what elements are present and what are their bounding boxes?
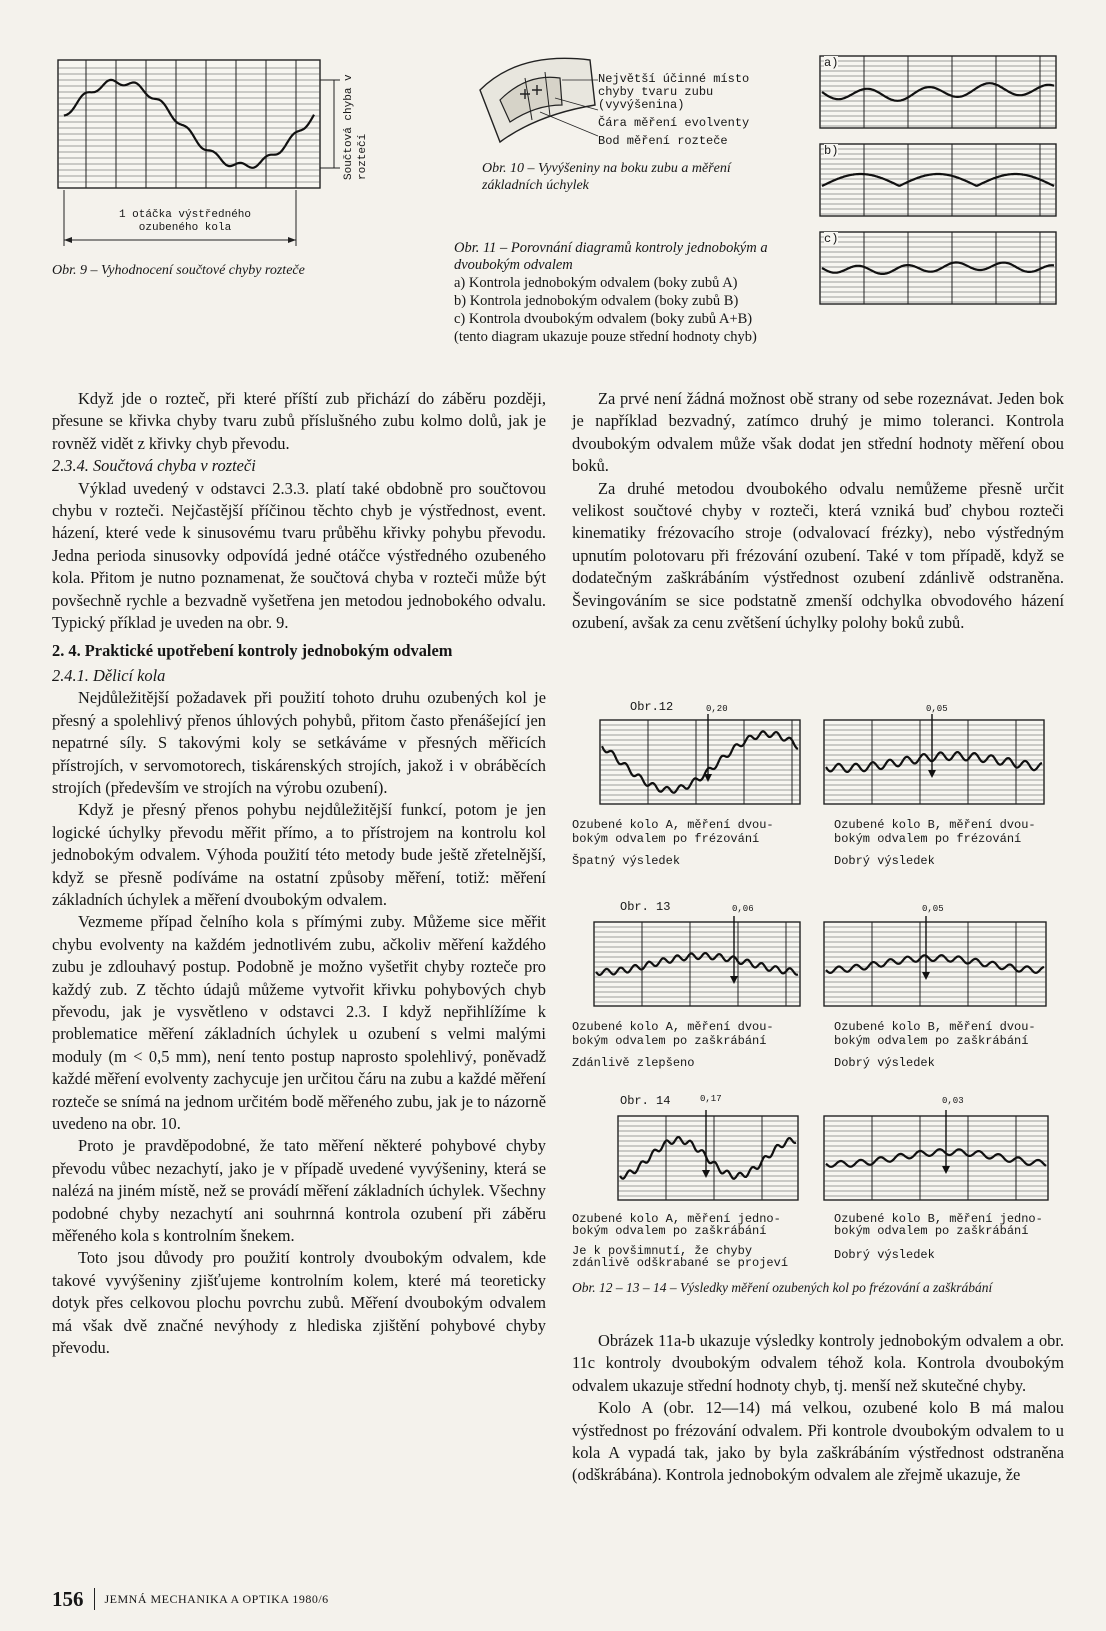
left-paragraph-1: Když jde o rozteč, při které příští zub přichází do záběru později, přesune se křivka chyby tvaru zubů příslušného zubu kolmo dolů, jak je rovněž vidět z křivky chyb převodu. — [52, 389, 546, 453]
fig13-text-a2: bokým odvalem po zaškrábání — [572, 1034, 767, 1048]
fig14-text-a1: Ozubené kolo A, měření jedno- — [572, 1212, 781, 1226]
fig11-caption-title: Obr. 11 – Porovnání diagramů kontroly jednobokým a dvoubokým odvalem — [454, 240, 768, 273]
right-column-bottom — [572, 1330, 1064, 1487]
fig9-bracket-label-2: ozubeného kola — [138, 222, 232, 234]
right-paragraph-4: Kolo A (obr. 12—14) má velkou, ozubené kolo B má malou výstřednost po frézování odvalem. Při kontrole dvoubokým odvalem to u kola A vypadá tak, jako by byla zaškrábáním výstřednost odstraněna (odškrábána). Kontrola jednobokým odvalem ale zřejmě ukazuje, že — [572, 1398, 1064, 1485]
fig13-grid-a — [594, 922, 800, 1006]
right-column-top — [572, 388, 1064, 634]
fig14-text-b3: Dobrý výsledek — [834, 1248, 935, 1262]
journal-name: JEMNÁ MECHANIKA A OPTIKA 1980/6 — [104, 1591, 329, 1606]
left-column — [52, 388, 546, 1359]
fig14-text-b1: Ozubené kolo B, měření jedno- — [834, 1212, 1043, 1226]
left-paragraph-6: Proto je pravděpodobné, že tato měření některé pohybové chyby převodu vůbec nezachytí, jako je v případě uvedené vyvýšeniny, která se nalézá na jiném místě, než se provádí měření základních úchylek. Všechny podobné chyby nezachytí ani souhrnná kontrola ozubení při záběru měřeného kola s kontrolním šnekem. — [52, 1136, 546, 1246]
fig12-label: Obr.12 — [630, 700, 674, 714]
fig11-panel-a: a) — [824, 56, 839, 70]
fig14-text-a3: Je k povšimnutí, že chyby — [572, 1244, 753, 1258]
right-paragraph-2: Za druhé metodou dvoubokého odvalu nemůžeme přesně určit velikost součtové chyby v rozteči, která vzniká buď chybou rozteči kinematiky frézovacího stroje (odvalovací frézky), nebo výstředným upnutím polotovaru při frézování ozubení. Také v tom případě, když se dodatečným zaškrábáním výstřednost ozubení zdánlivě odstraněna. Ševingováním se sice podstatně zmenší odchylka obvodového házení ozubení, avšak za cenu zvětšení úchylky polohy boků zubů. — [572, 478, 1064, 633]
fig9-side-label: Součtová chyba v roztečí — [343, 74, 369, 180]
fig10-label-2: chyby tvaru zubu — [598, 85, 714, 99]
fig12-text-b2: bokým odvalem po frézování — [834, 832, 1022, 846]
fig11-panel-b: b) — [824, 144, 839, 158]
footer-divider — [94, 1588, 95, 1610]
page-number: 156 — [52, 1586, 84, 1611]
fig12-value-a: 0,20 — [706, 704, 728, 714]
figure-10 — [470, 50, 800, 230]
fig13-text-b1: Ozubené kolo B, měření dvou- — [834, 1020, 1036, 1034]
page-footer — [52, 1584, 329, 1614]
fig12-text-a2: bokým odvalem po frézování — [572, 832, 760, 846]
fig11-caption-d: (tento diagram ukazuje pouze střední hodnoty chyb) — [454, 329, 757, 345]
fig12-text-a1: Ozubené kolo A, měření dvou- — [572, 818, 774, 832]
fig12-text-b1: Ozubené kolo B, měření dvou- — [834, 818, 1036, 832]
figure-11-diagrams — [818, 50, 1058, 310]
fig12-text-a3: Špatný výsledek — [572, 854, 681, 868]
heading-2-3-4: 2.3.4. Součtová chyba v rozteči — [52, 456, 256, 476]
fig11-caption — [454, 240, 854, 346]
fig12-grid-a — [600, 720, 800, 804]
fig13-text-a1: Ozubené kolo A, měření dvou- — [572, 1020, 774, 1034]
fig11-caption-a: a) Kontrola jednobokým odvalem (boky zubů A) — [454, 275, 738, 291]
fig10-label-5: Bod měření rozteče — [598, 134, 728, 148]
fig10-label-3: (vyvýšenina) — [598, 98, 685, 112]
heading-2-4: 2. 4. Praktické upotřebení kontroly jednobokým odvalem — [52, 641, 453, 661]
fig14-text-b2: bokým odvalem po zaškrábání — [834, 1224, 1029, 1238]
fig13-text-b3: Dobrý výsledek — [834, 1056, 935, 1070]
fig10-label-1: Největší účinné místo — [598, 72, 750, 86]
fig12-value-b: 0,05 — [926, 704, 948, 714]
fig13-value-b: 0,05 — [922, 904, 944, 914]
fig10-caption: Obr. 10 – Vyvýšeniny na boku zubu a měření základních úchylek — [482, 161, 731, 193]
figure-9 — [50, 50, 380, 300]
fig14-text-a2: bokým odvalem po zaškrábání — [572, 1224, 767, 1238]
fig13-label: Obr. 13 — [620, 900, 671, 914]
figure-11-graphic — [818, 50, 1058, 310]
heading-2-4-1: 2.4.1. Dělicí kola — [52, 665, 166, 685]
left-paragraph-7: Toto jsou důvody pro použití kontroly dvoubokým odvalem, kde takové vyvýšeniny zjišťujeme kontrolním kolem, které má teoreticky dotyk přes celkovou plochu povrchu zubů. Měření dvoubokým odvalem má však dvě značné nevýhody z hlediska zjištění pohybové chyby převodu. — [52, 1248, 546, 1358]
fig13-value-a: 0,06 — [732, 904, 754, 914]
fig12-text-b3: Dobrý výsledek — [834, 854, 935, 868]
left-paragraph-4: Když je přesný přenos pohybu nejdůležitější funkcí, potom je jen logické úchylky převodu měřit přímo, a to přístrojem na kontrolu kol jednobokým odvalem. Výhoda použití této metody bude ještě zřetelnější, když se přesně podíváme na ostatní způsoby měření, totiž: měření základních úchylek a měření dvoubokým odvalem. — [52, 800, 546, 909]
fig14-text-a4: zdánlivě odškrabané se projeví — [572, 1256, 789, 1270]
fig11-caption-c: c) Kontrola dvoubokým odvalem (boky zubů A+B) — [454, 311, 753, 327]
figure-10-gear-sketch — [470, 50, 600, 150]
fig12-14-caption: Obr. 12 – 13 – 14 – Výsledky měření ozubených kol po frézování a zaškrábání — [572, 1280, 993, 1295]
right-paragraph-1: Za prvé není žádná možnost obě strany od sebe rozeznávat. Jeden bok je například bezvadný, zatímco druhý je mimo toleranci. Kontrola dvoubokým odvalem může však dodat jen střední hodnoty měření obou boků. — [572, 389, 1064, 476]
left-paragraph-2: Výklad uvedený v odstavci 2.3.3. platí také obdobně pro součtovou chybu v rozteči. Nejčastější příčinou těchto chyb je výstřednost, event. házení, které vede k sinusovému tvaru průběhu křivky pohybu převodu. Jedna perioda sinusovky odpovídá jedné otáčce výstředného ozubeného kola. Přitom je nutno poznamenat, že součtová chyba v rozteči může být povšechně rychle a bezvadně vyšetřena jen metodou jednobokého odvalu. Typický příklad je uveden na obr. 9. — [52, 478, 546, 633]
right-paragraph-3: Obrázek 11a-b ukazuje výsledky kontroly jednobokým odvalem a obr. 11c kontroly dvoubokým odvalem téhož kola. Kontrola dvoubokým odvalem ukazuje střední hodnoty chyb, tj. menší než skutečné chyby. — [572, 1331, 1064, 1395]
fig9-bracket-label-1: 1 otáčka výstředného — [118, 209, 252, 221]
figures-12-14 — [570, 696, 1064, 1308]
fig11-caption-b: b) Kontrola jednobokým odvalem (boky zubů B) — [454, 293, 739, 309]
left-paragraph-5: Vezmeme případ čelního kola s přímými zuby. Můžeme sice měřit chybu evolventy na každém jednotlivém zubu, ačkoliv měření každého zubu je zdlouhavý postup. Podobně je možno vyšetřit chyby rozteče pro každý zub. Z těchto údajů můžeme vytvořit křivku pohybových chyb převodu, jak je vysvětleno v odstavci 2.3. I když nepřihlížíme k problematice měření základních úchylek u ozubení s velmi malými moduly (m < 0,5 mm), není tento postup naprosto spolehlivý, poněvadž každé měření evolventy zachycuje jen určitou čáru na zubu a každé měření rozteče se snímá na jednom určitém bodě měřeného zubu, jak je to názorně uvedeno na obr. 10. — [52, 912, 546, 1133]
fig14-value-b: 0,03 — [942, 1096, 964, 1106]
fig13-text-b2: bokým odvalem po zaškrábání — [834, 1034, 1029, 1048]
fig14-grid-a — [618, 1116, 798, 1200]
fig9-caption: Obr. 9 – Vyhodnocení součtové chyby rozteče — [52, 263, 305, 278]
fig11-grid-b — [820, 144, 1056, 216]
fig10-label-4: Čára měření evolventy — [598, 116, 750, 130]
fig13-text-a3: Zdánlivě zlepšeno — [572, 1056, 695, 1070]
left-paragraph-3: Nejdůležitější požadavek při použití tohoto druhu ozubených kol je přesný a spolehlivý přenos úhlových pohybů, přitom často přenášející jen nepatrné síly. S takovými koly se setkáváme v přesných měřicích přístrojích, v servomotorech, tiskárenských strojích, jakož i v obráběcích strojích (především ve strojích na výrobu ozubení). — [52, 688, 546, 797]
fig14-label: Obr. 14 — [620, 1094, 671, 1108]
fig14-value-a: 0,17 — [700, 1094, 722, 1104]
fig11-grid-c — [820, 232, 1056, 304]
fig11-panel-c: c) — [824, 232, 839, 246]
